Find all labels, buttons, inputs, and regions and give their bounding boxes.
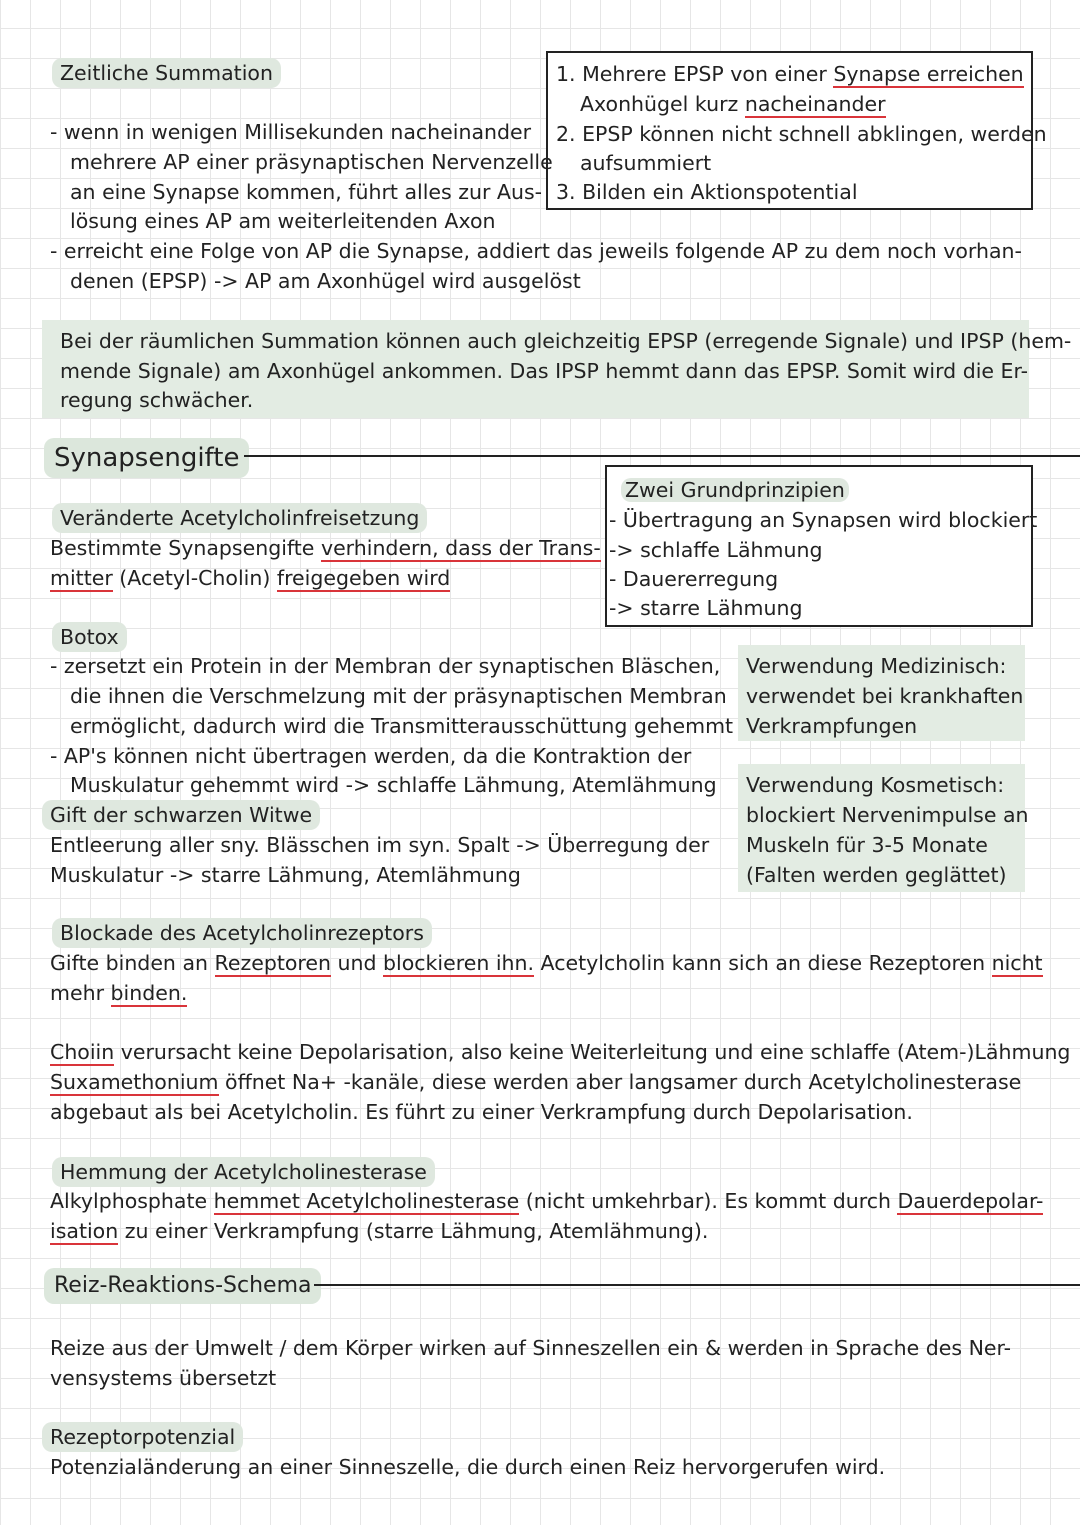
reiz-text-2: vensystems übersetzt [50,1366,277,1390]
raeumlich-text-3: regung schwächer. [60,388,254,412]
reiz-rule [314,1284,1080,1286]
medizinisch-text-2: verwendet bei krankhaften [746,684,1024,708]
kosmetisch-text-3: Muskeln für 3-5 Monate [746,833,988,857]
reiz-text-1: Reize aus der Umwelt / dem Körper wirken auf Sinneszellen ein & werden in Sprache des Ner- [50,1336,1012,1360]
rezeptorpotenzial-text: Potenzialänderung an einer Sinneszelle, die durch einen Reiz hervorgerufen wird. [50,1455,886,1479]
botox-text-1: - zersetzt ein Protein in der Membran der synaptischen Bläschen, [50,654,721,678]
zeitlich-text-6: denen (EPSP) -> AP am Axonhügel wird ausgelöst [70,269,581,293]
cholin-text-3: abgebaut als bei Acetylcholin. Es führt zu einer Verkrampfung durch Depolarisation. [50,1100,913,1124]
kosmetisch-text-4: (Falten werden geglättet) [746,863,1007,887]
botox-text-5: Muskulatur gehemmt wird -> schlaffe Lähmung, Atemlähmung [70,773,717,797]
botox-text-3: ermöglicht, dadurch wird die Transmitterausschüttung gehemmt [70,714,734,738]
steps-line-4: aufsummiert [580,151,712,175]
kosmetisch-text-2: blockiert Nervenimpulse an [746,803,1029,827]
steps-line-3: 2. EPSP können nicht schnell abklingen, werden [556,122,1047,146]
synapsengifte-rule [244,455,1080,457]
grundprinzip-item-1: - Übertragung an Synapsen wird blockiert [609,508,1038,532]
hemmung-text-2: isation zu einer Verkrampfung (starre Lähmung, Atemlähmung). [50,1219,709,1243]
hemmung-text-1: Alkylphosphate hemmet Acetylcholinesterase (nicht umkehrbar). Es kommt durch Dauerdepolar- [50,1189,1044,1213]
zeitlich-text-5: - erreicht eine Folge von AP die Synapse, addiert das jeweils folgende AP zu dem noch vorhan- [50,239,1022,263]
cholin-text-2: Suxamethonium öffnet Na+ -kanäle, diese werden aber langsamer durch Acetylcholinesterase [50,1070,1022,1094]
zeitlich-text-4: lösung eines AP am weiterleitenden Axon [70,209,496,233]
veraenderte-text-1: Bestimmte Synapsengifte verhindern, dass der Trans- [50,536,601,560]
grundprinzip-item-4: -> starre Lähmung [609,596,803,620]
botox-heading: Botox [52,622,127,652]
medizinisch-text-1: Verwendung Medizinisch: [746,654,1007,678]
raeumlich-text-2: mende Signale) am Axonhügel ankommen. Das IPSP hemmt dann das EPSP. Somit wird die Er- [60,359,1029,383]
cholin-text-1: Choiin verursacht keine Depolarisation, also keine Weiterleitung und eine schlaffe (Atem-)Lähmung [50,1040,1071,1064]
hemmung-heading: Hemmung der Acetylcholinesterase [52,1157,435,1187]
witwe-text-1: Entleerung aller sny. Blässchen im syn. Spalt -> Überregung der [50,833,710,857]
grundprinzipien-title: Zwei Grundprinzipien [621,475,849,505]
steps-line-2: Axonhügel kurz nacheinander [580,92,886,116]
medizinisch-text-3: Verkrampfungen [746,714,918,738]
reiz-reaktions-heading: Reiz-Reaktions-Schema [44,1268,321,1304]
veraenderte-text-2: mitter (Acetyl-Cholin) freigegeben wird [50,566,451,590]
synapsengifte-heading: Synapsengifte [44,438,249,478]
witwe-text-2: Muskulatur -> starre Lähmung, Atemlähmung [50,863,521,887]
steps-line-5: 3. Bilden ein Aktionspotential [556,180,858,204]
zeitlich-text-1: - wenn in wenigen Millisekunden nacheinander [50,120,532,144]
zeitlich-text-2: mehrere AP einer präsynaptischen Nervenzelle [70,150,553,174]
zeitlich-text-3: an eine Synapse kommen, führt alles zur Aus- [70,180,543,204]
rezeptorpotenzial-heading: Rezeptorpotenzial [42,1422,243,1452]
raeumlich-text-1: Bei der räumlichen Summation können auch gleichzeitig EPSP (erregende Signale) und IPSP (hem- [60,329,1072,353]
veraenderte-heading: Veränderte Acetylcholinfreisetzung [52,503,427,533]
botox-text-4: - AP's können nicht übertragen werden, da die Kontraktion der [50,744,692,768]
steps-line-1: 1. Mehrere EPSP von einer Synapse erreichen [556,62,1024,86]
botox-text-2: die ihnen die Verschmelzung mit der präsynaptischen Membran [70,684,727,708]
blockade-text-2: mehr binden. [50,981,188,1005]
blockade-text-1: Gifte binden an Rezeptoren und blockieren ihn. Acetylcholin kann sich an diese Rezeptoren nicht [50,951,1043,975]
grundprinzip-item-3: - Dauererregung [609,567,779,591]
kosmetisch-text-1: Verwendung Kosmetisch: [746,773,1005,797]
zeitliche-summation-heading: Zeitliche Summation [52,58,281,88]
witwe-heading: Gift der schwarzen Witwe [42,800,320,830]
blockade-heading: Blockade des Acetylcholinrezeptors [52,918,432,948]
grundprinzip-item-2: -> schlaffe Lähmung [609,538,823,562]
grundprinzipien-box [605,465,1038,627]
summation-steps-box [546,51,1047,210]
